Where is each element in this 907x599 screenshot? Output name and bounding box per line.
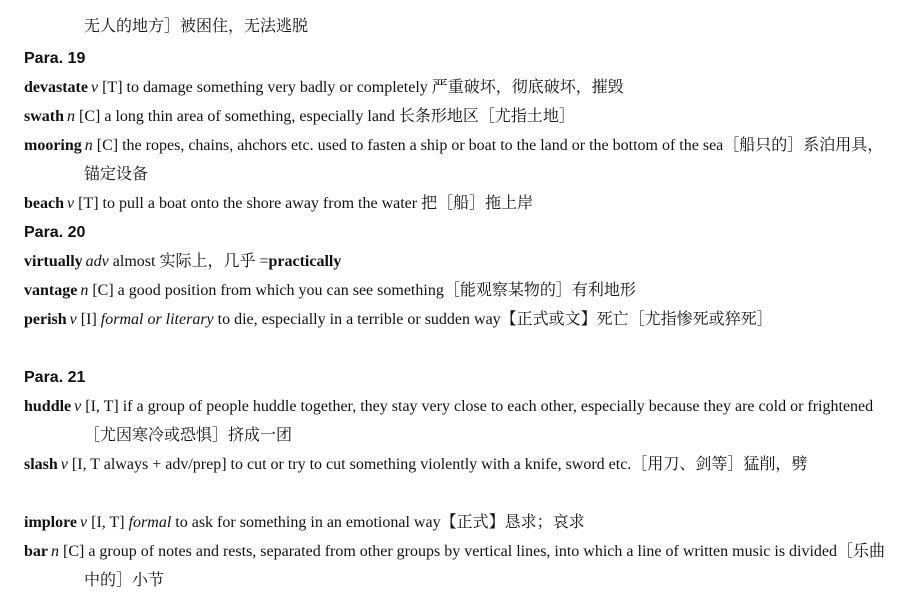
headword: implore — [24, 514, 78, 531]
headword: swath — [24, 108, 65, 125]
entry-devastate — [24, 73, 889, 102]
entry-mooring — [24, 131, 889, 189]
definition: to die, especially in a terrible or sudden way【正式或文】死亡［尤指惨死或猝死］ — [217, 311, 773, 328]
part-of-speech: n — [80, 282, 89, 299]
section-heading: Para. 20 — [24, 224, 86, 241]
continued-definition: 无人的地方］被困住，无法逃脱 — [84, 18, 309, 35]
part-of-speech: v — [74, 398, 82, 415]
definition: [I, T always + adv/prep] to cut or try to cut something violently with a knife, sword etc.［用刀、剑等］猛削，劈 — [71, 456, 808, 473]
entry-perish — [24, 305, 889, 334]
entry-beach — [24, 189, 889, 218]
entry-vantage — [24, 276, 889, 305]
part-of-speech: v — [67, 195, 75, 212]
part-of-speech: v — [60, 456, 68, 473]
headword: perish — [24, 311, 67, 328]
headword: vantage — [24, 282, 78, 299]
definition: [C] a long thin area of something, especially land 长条形地区［尤指土地］ — [79, 108, 575, 125]
definition: [I, T] if a group of people huddle together, they stay very close to each other, especially because they are cold or frightened［尤因寒冷或恐惧］挤成一团 — [84, 398, 874, 444]
grammar-code: [I, T] — [91, 514, 125, 531]
definition: [C] a good position from which you can see something［能观察某物的］有利地形 — [92, 282, 636, 299]
definition: [T] to damage something very badly or completely 严重破坏，彻底破坏，摧毁 — [102, 79, 624, 96]
register-label: formal or literary — [100, 311, 214, 328]
part-of-speech: n — [67, 108, 76, 125]
entry-implore — [24, 508, 889, 537]
headword: bar — [24, 543, 48, 560]
definition: almost 实际上，几乎 = — [112, 253, 269, 270]
headword: slash — [24, 456, 58, 473]
headword: virtually — [24, 253, 83, 270]
headword: beach — [24, 195, 64, 212]
synonym: practically — [268, 253, 342, 270]
headword: huddle — [24, 398, 72, 415]
entry-swath — [24, 102, 889, 131]
entry-virtually — [24, 247, 889, 276]
part-of-speech: v — [90, 79, 99, 96]
definition: [T] to pull a boat onto the shore away from the water 把［船］拖上岸 — [78, 195, 534, 212]
section-heading: Para. 19 — [24, 50, 86, 67]
part-of-speech: n — [84, 137, 93, 154]
part-of-speech: n — [51, 543, 59, 560]
headword: devastate — [24, 79, 88, 96]
section-heading: Para. 21 — [24, 369, 86, 386]
entry-slash — [24, 450, 889, 479]
definition: [C] a group of notes and rests, separated from other groups by vertical lines, into which a line of written music is divided［乐曲中的］小节 — [63, 543, 886, 589]
grammar-code: [I] — [80, 311, 97, 328]
register-label: formal — [128, 514, 172, 531]
entry-huddle — [24, 392, 889, 450]
headword: mooring — [24, 137, 82, 154]
part-of-speech: adv — [85, 253, 109, 270]
definition: to ask for something in an emotional way【正式】恳求；哀求 — [175, 514, 585, 531]
part-of-speech: v — [80, 514, 88, 531]
definition: [C] the ropes, chains, ahchors etc. used to fasten a ship or boat to the land or the bottom of the sea［船只的］系泊用具，锚定设备 — [84, 137, 884, 183]
part-of-speech: v — [69, 311, 77, 328]
entry-bar — [24, 537, 889, 595]
